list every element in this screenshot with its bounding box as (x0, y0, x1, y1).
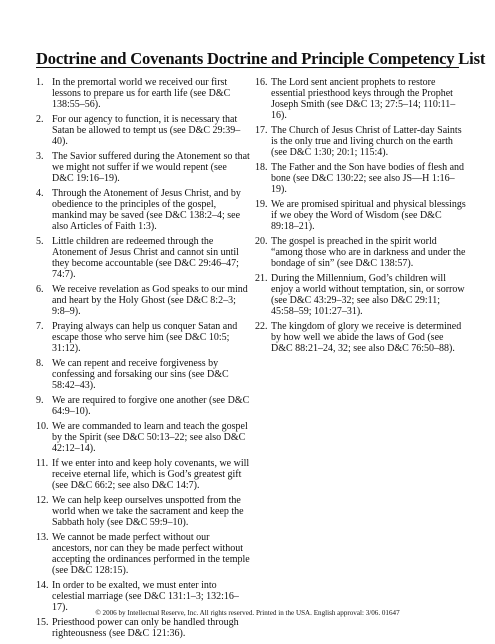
item-number: 16. (255, 77, 268, 88)
item-number: 21. (255, 272, 268, 284)
list-item (36, 396, 250, 418)
item-number: 19. (255, 198, 268, 210)
item-text: If we enter into and keep holy covenants, we will receive eternal life, which is God’s greatest gift (see D&C 66:2; see also D&C 14:7). (52, 458, 250, 491)
item-number: 4. (36, 188, 44, 200)
list-item (36, 115, 250, 148)
title-underline (36, 67, 459, 68)
item-text: We receive revelation as God speaks to our mind and heart by the Holy Ghost (see D&C 8:2–3; 9:8–9). (52, 283, 248, 317)
item-number: 20. (255, 235, 268, 247)
list-item (36, 237, 250, 281)
item-text: The kingdom of glory we receive is determined by how well we abide the laws of God (see D&C 88:21–24, 32; see also D&C 76:50–88). (271, 320, 462, 354)
item-text: For our agency to function, it is necessary that Satan be allowed to tempt us (see D&C 29:39–40). (52, 114, 241, 147)
item-text: In order to be exalted, we must enter into celestial marriage (see D&C 131:1–3; 132:16–17). (52, 580, 239, 613)
item-number: 8. (36, 357, 44, 369)
item-text: We are promised spiritual and physical blessings if we obey the Word of Wisdom (see D&C 89:18–21). (271, 198, 466, 232)
item-number: 6. (36, 283, 44, 295)
list-item (255, 200, 467, 233)
item-number: 3. (36, 151, 44, 163)
item-number: 10. (36, 421, 49, 433)
item-text: We can repent and receive forgiveness by confessing and forsaking our sins (see D&C 58:42–43). (52, 357, 229, 391)
item-text: The Church of Jesus Christ of Latter-day Saints is the only true and living church on the earth (see D&C 1:30; 20:1; 115:4). (271, 124, 462, 158)
item-text: We can help keep ourselves unspotted from the world when we take the sacrament and keep the Sabbath holy (see D&C 59:9–10). (52, 495, 244, 528)
item-number: 14. (36, 580, 49, 592)
item-number: 12. (36, 495, 49, 507)
list-item (36, 152, 250, 185)
list-item (36, 496, 250, 529)
item-number: 15. (36, 617, 49, 629)
item-number: 1. (36, 77, 44, 88)
item-text: During the Millennium, God’s children will enjoy a world without temptation, sin, or sorrow (see D&C 43:29–32; see also D&C 29:11; 45:58–59; 101:27–31). (271, 272, 465, 317)
item-text: Through the Atonement of Jesus Christ, and by obedience to the principles of the gospel, mankind may be saved (see D&C 138:2–4; see also Articles of Faith 1:3). (52, 188, 241, 232)
item-number: 11. (36, 458, 49, 470)
list-item (36, 533, 250, 577)
item-number: 17. (255, 124, 268, 136)
copyright-footer: © 2006 by Intellectual Reserve, Inc. All rights reserved. Printed in the USA. English approval: 3/06. 01647 (95, 609, 400, 617)
page-title: Doctrine and Covenants Doctrine and Principle Competency List (36, 49, 486, 68)
item-number: 2. (36, 114, 44, 126)
list-item (36, 285, 250, 318)
item-number: 13. (36, 532, 49, 544)
item-text: In the premortal world we received our first lessons to prepare us for earth life (see D&C 138:55–56). (52, 77, 231, 110)
left-column-list (36, 78, 250, 644)
item-text: Praying always can help us conquer Satan and escape those who serve him (see D&C 10:5; 31:12). (52, 320, 238, 354)
list-item (36, 459, 250, 492)
item-number: 7. (36, 320, 44, 332)
list-item (255, 322, 467, 355)
right-column-list (255, 78, 467, 359)
item-text: We are commanded to learn and teach the gospel by the Spirit (see D&C 50:13–22; see also D&C 42:12–14). (52, 421, 248, 454)
item-text: The Lord sent ancient prophets to restore essential priesthood keys through the Prophet Joseph Smith (see D&C 13; 27:5–14; 110:11–16). (271, 77, 456, 121)
list-item (255, 274, 467, 318)
list-item (255, 237, 467, 270)
item-text: Little children are redeemed through the Atonement of Jesus Christ and cannot sin until they become accountable (see D&C 29:46–47; 74:7). (52, 235, 239, 280)
item-text: We are required to forgive one another (see D&C 64:9–10). (52, 394, 250, 417)
list-item (255, 78, 467, 122)
list-item (36, 618, 250, 640)
item-number: 9. (36, 394, 44, 406)
list-item (36, 189, 250, 233)
list-item (36, 78, 250, 111)
item-text: The Father and the Son have bodies of flesh and bone (see D&C 130:22; see also JS—H 1:16–19). (271, 161, 465, 195)
item-text: The Savior suffered during the Atonement so that we might not suffer if we would repent (see D&C 19:16–19). (52, 151, 250, 184)
item-text: We cannot be made perfect without our ancestors, nor can they be made perfect without accepting the ordinances performed in the temple (see D&C 128:15). (52, 532, 250, 576)
item-number: 5. (36, 235, 44, 247)
list-item (36, 422, 250, 455)
item-text: The gospel is preached in the spirit world “among those who are in darkness and under the bondage of sin” (see D&C 138:57). (271, 235, 466, 269)
list-item (255, 126, 467, 159)
list-item (36, 359, 250, 392)
item-number: 18. (255, 161, 268, 173)
item-number: 22. (255, 320, 268, 332)
item-text: Priesthood power can only be handled through righteousness (see D&C 121:36). (52, 617, 239, 639)
list-item (255, 163, 467, 196)
list-item (36, 322, 250, 355)
